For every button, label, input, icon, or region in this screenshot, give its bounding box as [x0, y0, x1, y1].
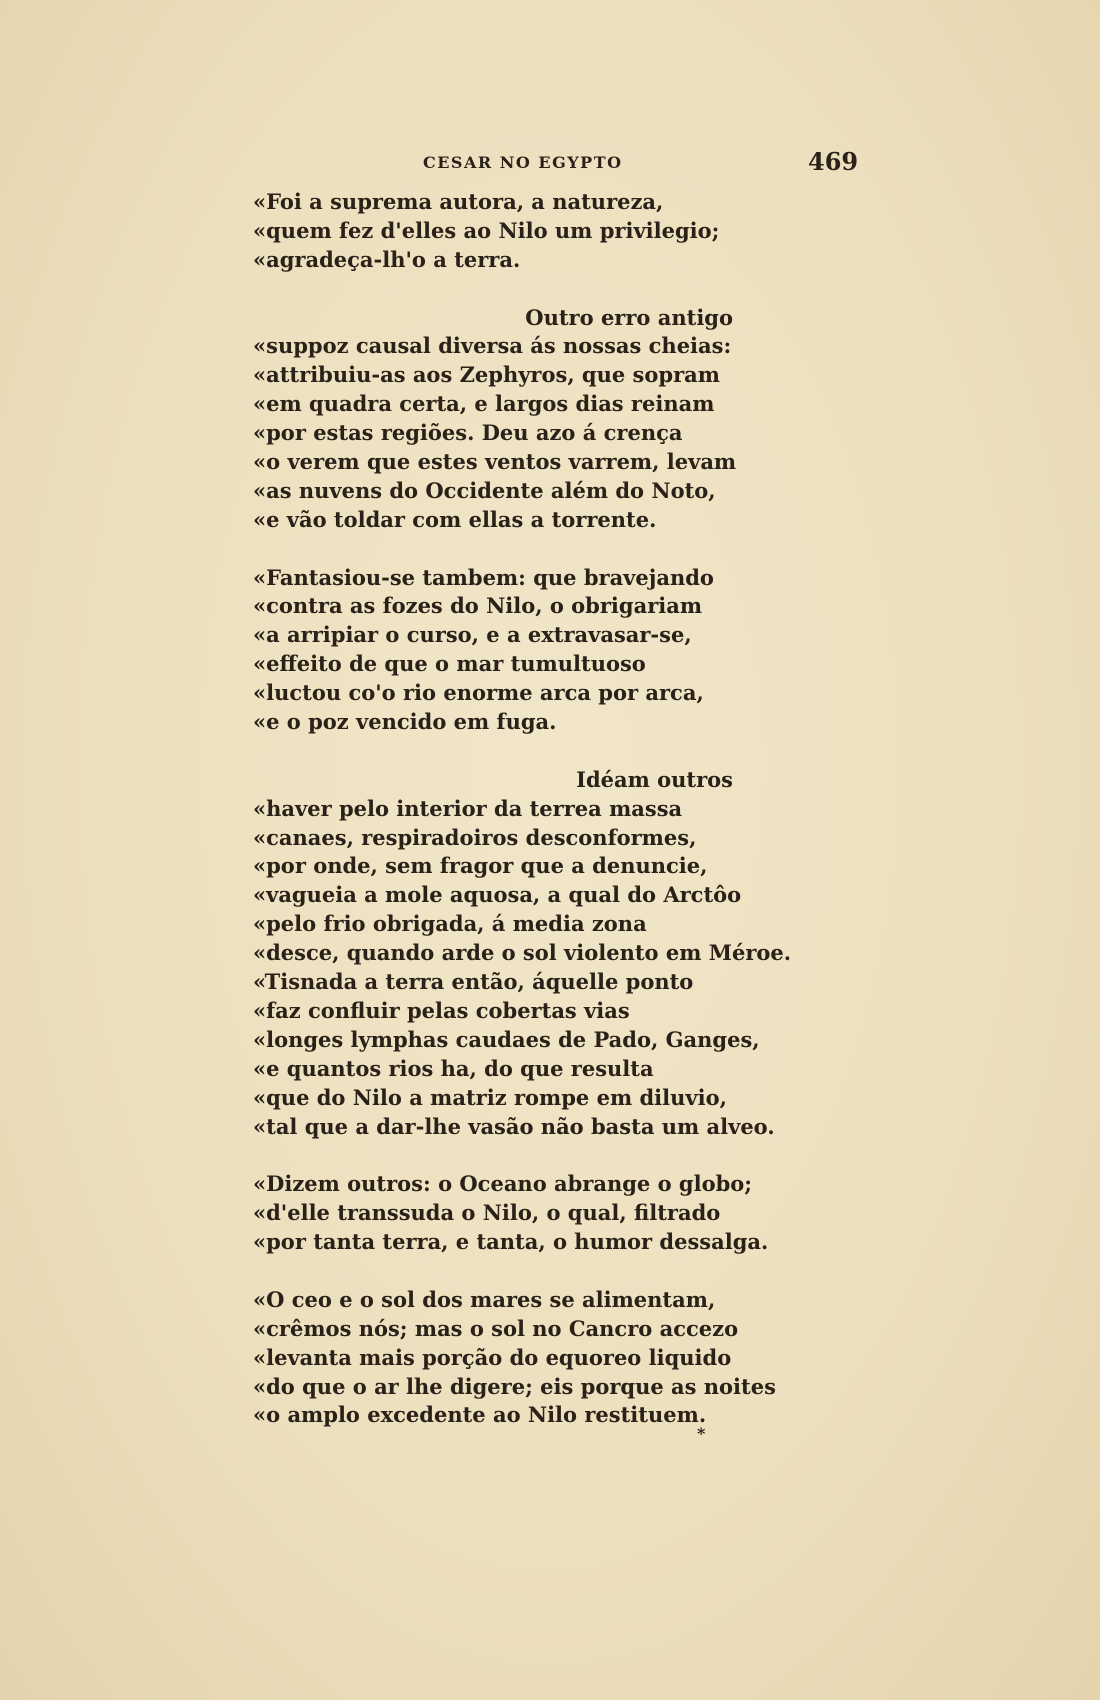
verse-line: «as nuvens do Occidente além do Noto,	[253, 477, 716, 503]
verse-line: «por tanta terra, e tanta, o humor dessalga.	[253, 1229, 769, 1255]
verse-line: «faz confluir pelas cobertas vias	[253, 997, 630, 1023]
page-header	[0, 147, 1100, 180]
verse-line: «haver pelo interior da terrea massa	[253, 795, 683, 821]
stanza	[253, 1170, 773, 1257]
stanza	[253, 304, 773, 535]
verse-line: «desce, quando arde o sol violento em Méroe.	[253, 940, 792, 966]
verse-line: «canaes, respiradoiros desconformes,	[253, 824, 697, 850]
verse-line: «que do Nilo a matriz rompe em diluvio,	[253, 1084, 727, 1110]
stanza	[253, 564, 773, 737]
verse-line: «a arripiar o curso, e a extravasar-se,	[253, 622, 692, 648]
signature-mark: *	[697, 1424, 706, 1443]
verse-line: «longes lymphas caudaes de Pado, Ganges,	[253, 1026, 760, 1052]
verse-line: «contra as fozes do Nilo, o obrigariam	[253, 593, 703, 619]
running-title: CESAR NO EGYPTO	[423, 153, 623, 172]
verse-line: Outro erro antigo	[525, 304, 733, 330]
verse-line: «Dizem outros: o Oceano abrange o globo;	[253, 1171, 753, 1197]
verse-line: «quem fez d'elles ao Nilo um privilegio;	[253, 217, 720, 243]
verse-line: «do que o ar lhe digere; eis porque as noites	[253, 1373, 776, 1399]
verse-line: «Fantasiou-se tambem: que bravejando	[253, 564, 714, 590]
verse-line: «o amplo excedente ao Nilo restituem.	[253, 1402, 707, 1428]
verse-line: «crêmos nós; mas o sol no Cancro accezo	[253, 1315, 739, 1341]
verse-line: «e quantos rios ha, do que resulta	[253, 1055, 654, 1081]
verse-line: «por estas regiões. Deu azo á crença	[253, 420, 683, 446]
stanza	[253, 188, 773, 275]
verse-line: «tal que a dar-lhe vasão não basta um alveo.	[253, 1113, 775, 1139]
verse-line: «d'elle transsuda o Nilo, o qual, filtrado	[253, 1200, 721, 1226]
verse-line: Idéam outros	[576, 766, 733, 792]
verse-line: «levanta mais porção do equoreo liquido	[253, 1344, 732, 1370]
verse-line: «O ceo e o sol dos mares se alimentam,	[253, 1286, 716, 1312]
stanza	[253, 1286, 776, 1430]
page-number: 469	[808, 147, 859, 176]
verse-line: «e o poz vencido em fuga.	[253, 709, 557, 735]
verse-line: «luctou co'o rio enorme arca por arca,	[253, 680, 704, 706]
verse-line: «effeito de que o mar tumultuoso	[253, 651, 646, 677]
verse-line: «Tisnada a terra então, áquelle ponto	[253, 969, 694, 995]
verse-line: «em quadra certa, e largos dias reinam	[253, 391, 715, 417]
verse-line: «agradeça-lh'o a terra.	[253, 246, 521, 272]
verse-line: «attribuiu-as aos Zephyros, que sopram	[253, 362, 720, 388]
verse-line: «e vão toldar com ellas a torrente.	[253, 506, 657, 532]
verse-line: «suppoz causal diversa ás nossas cheias:	[253, 333, 732, 359]
verse-line: «Foi a suprema autora, a natureza,	[253, 189, 664, 214]
verse-line: «por onde, sem fragor que a denuncie,	[253, 853, 708, 879]
stanza	[253, 766, 792, 1142]
verse-line: «o verem que estes ventos varrem, levam	[253, 449, 737, 475]
verse-line: «pelo frio obrigada, á media zona	[253, 911, 647, 937]
poem-text	[253, 188, 792, 1430]
verse-line: «vagueia a mole aquosa, a qual do Arctôo	[253, 882, 742, 908]
